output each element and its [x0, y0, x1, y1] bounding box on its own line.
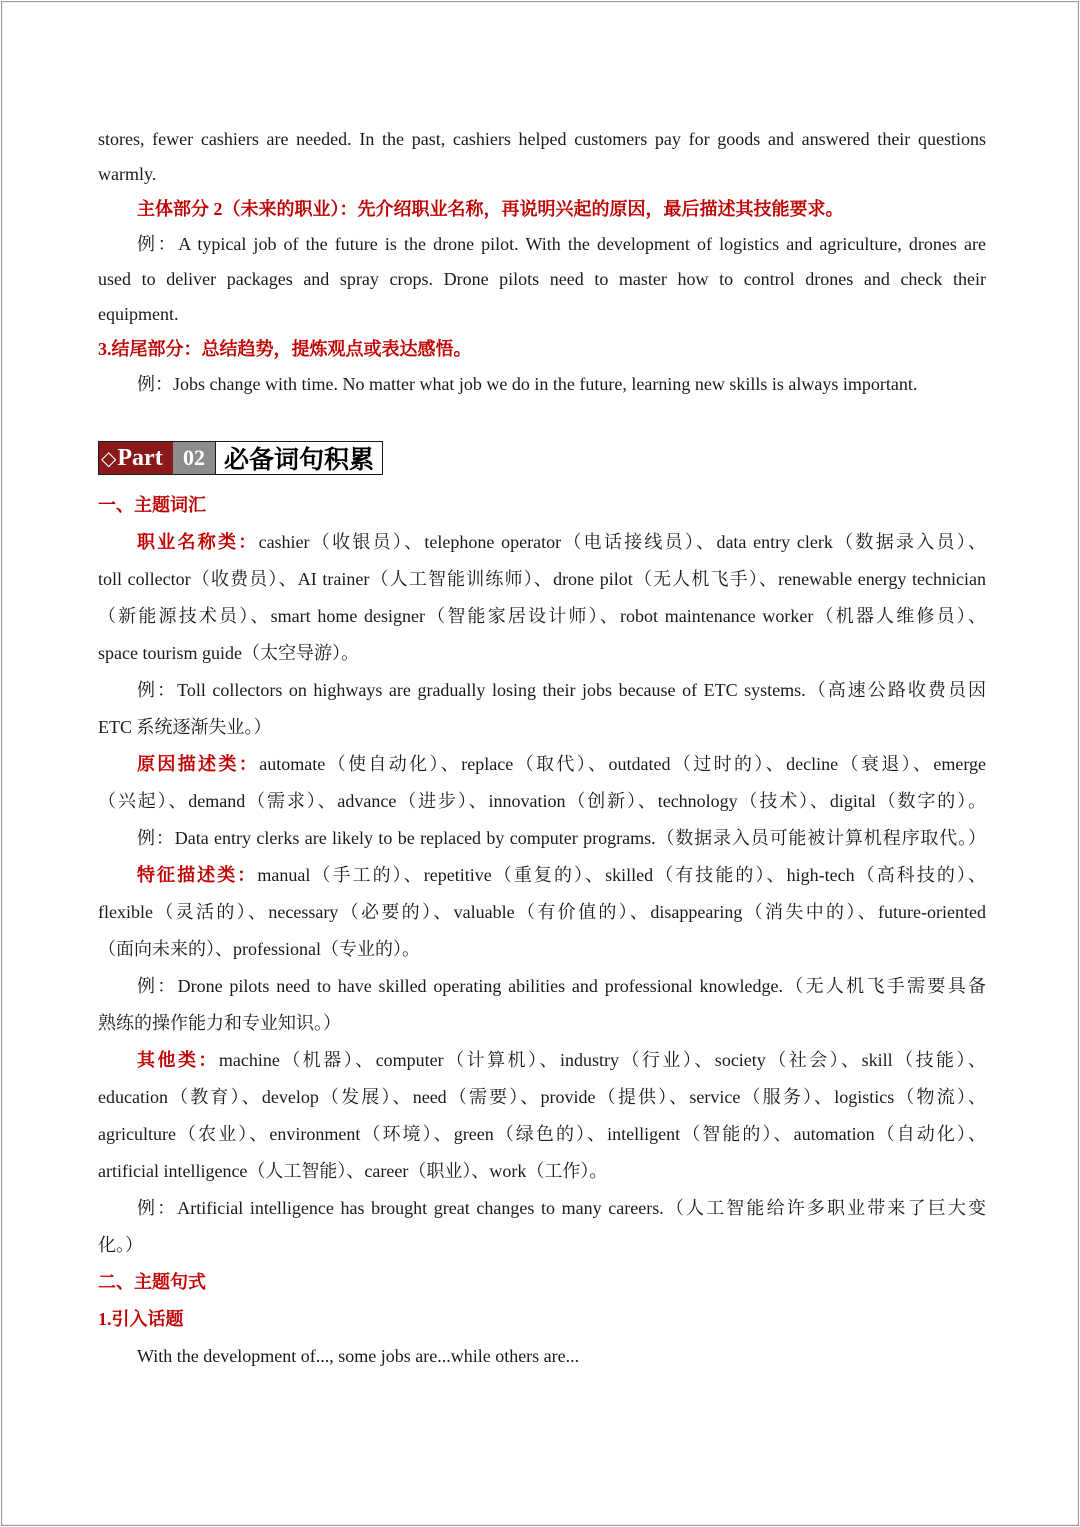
vocab-line [98, 857, 986, 894]
example-line: 化。） [98, 1235, 143, 1255]
vocab-line: flexible（灵活的）、necessary（必要的）、valuable（有价值的）、disappearing（消失中的）、future-oriented [98, 902, 986, 922]
part-label: Part [117, 445, 163, 471]
vocab-line: artificial intelligence（人工智能）、career（职业）、work（工作）。 [98, 1161, 608, 1181]
vocabulary-section [98, 487, 986, 1375]
vocab-words: automate（使自动化）、replace（取代）、outdated（过时的）、decline（衰退）、emerge [259, 754, 987, 774]
example-line: 例：Drone pilots need to have skilled operating abilities and professional knowledge.（无人机飞手需要具备 [137, 976, 986, 996]
example-line: 例：Data entry clerks are likely to be replaced by computer programs.（数据录入员可能被计算机程序取代。） [137, 828, 986, 848]
part-number: 02 [173, 442, 215, 474]
part-title: 必备词句积累 [215, 442, 382, 474]
writing-structure-section [98, 122, 986, 402]
part-badge [99, 442, 173, 474]
example-line: 例：Toll collectors on highways are gradually losing their jobs because of ETC systems.（高速公路收费员因 [137, 680, 986, 700]
category-label: 其他类： [137, 1050, 219, 1070]
example-line: 例：A typical job of the future is the drone pilot. With the development of logistics and agriculture, drones are [137, 234, 986, 254]
body-part-2-heading: 主体部分 2（未来的职业）：先介绍职业名称，再说明兴起的原因，最后描述其技能要求。 [137, 199, 844, 219]
body-text-line: warmly. [98, 164, 157, 184]
vocab-line: （兴起）、demand（需求）、advance（进步）、innovation（创新）、technology（技术）、digital（数字的）。 [98, 791, 986, 811]
vocab-line: （新能源技术员）、smart home designer（智能家居设计师）、robot maintenance worker（机器人维修员）、 [98, 606, 986, 626]
example-line: ETC 系统逐渐失业。） [98, 717, 272, 737]
section-heading: 二、主题句式 [98, 1272, 206, 1292]
vocab-words: manual（手工的）、repetitive（重复的）、skilled（有技能的）、high-tech（高科技的）、 [257, 865, 986, 885]
vocab-line: toll collector（收费员）、AI trainer（人工智能训练师）、drone pilot（无人机飞手）、renewable energy technician [98, 569, 986, 589]
category-label: 特征描述类： [137, 865, 258, 885]
vocab-line [98, 1042, 986, 1079]
vocab-line: agriculture（农业）、environment（环境）、green（绿色的）、intelligent（智能的）、automation（自动化）、 [98, 1124, 986, 1144]
subsection-heading: 1.引入话题 [98, 1309, 184, 1329]
vocab-line: education（教育）、develop（发展）、need（需要）、provide（提供）、service（服务）、logistics（物流）、 [98, 1087, 986, 1107]
vocab-line [98, 524, 986, 561]
body-text-line: stores, fewer cashiers are needed. In the past, cashiers helped customers pay for goods and answered their questions [98, 129, 986, 149]
example-line: equipment. [98, 304, 179, 324]
example-line: 熟练的操作能力和专业知识。） [98, 1013, 341, 1033]
section-heading: 一、主题词汇 [98, 495, 206, 515]
category-label: 原因描述类： [137, 754, 260, 774]
part-header [98, 441, 383, 475]
vocab-words: machine（机器）、computer（计算机）、industry（行业）、society（社会）、skill（技能）、 [218, 1050, 986, 1070]
sentence-pattern: With the development of..., some jobs are...while others are... [137, 1346, 580, 1366]
page-content [98, 122, 986, 1375]
vocab-words: cashier（收银员）、telephone operator（电话接线员）、data entry clerk（数据录入员）、 [258, 532, 987, 552]
ending-part-heading: 3.结尾部分：总结趋势，提炼观点或表达感悟。 [98, 339, 472, 359]
example-line: 例：Artificial intelligence has brought great changes to many careers.（人工智能给许多职业带来了巨大变 [137, 1198, 986, 1218]
vocab-line: space tourism guide（太空导游）。 [98, 643, 359, 663]
category-label: 职业名称类： [137, 532, 259, 552]
vocab-line: （面向未来的）、professional（专业的）。 [98, 939, 420, 959]
example-line: 例：Jobs change with time. No matter what job we do in the future, learning new skills is always important. [137, 374, 918, 394]
example-line: used to deliver packages and spray crops. Drone pilots need to master how to control drones and check their [98, 269, 986, 289]
vocab-line [98, 746, 986, 783]
diamond-icon: ◇ [101, 446, 117, 470]
